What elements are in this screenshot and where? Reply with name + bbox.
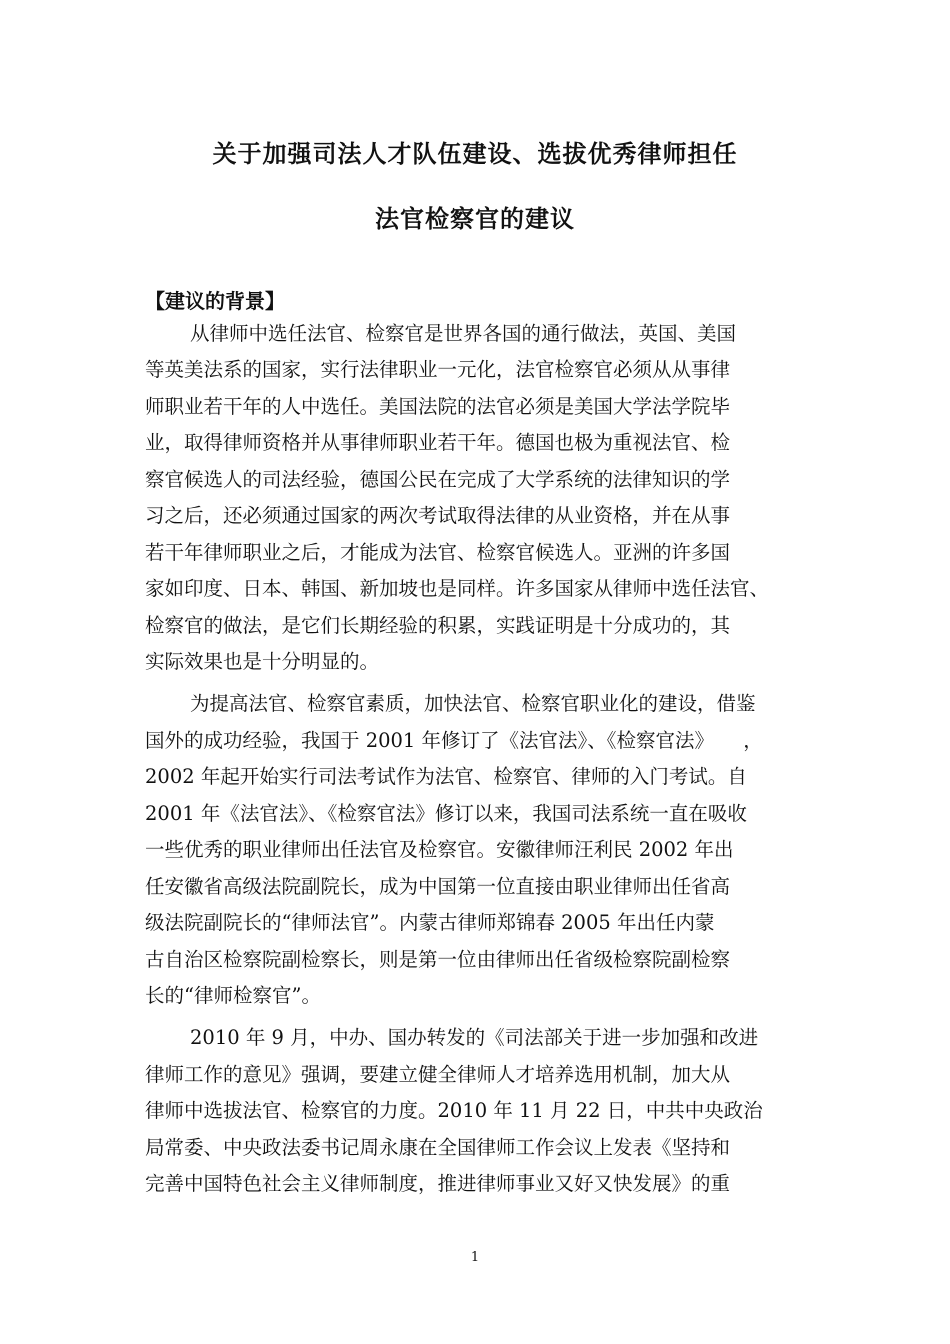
paragraph-line: 局常委、中央政法委书记周永康在全国律师工作会议上发表《坚持和 <box>145 1136 731 1159</box>
paragraph-line: 国外的成功经验，我国于 2001 年修订了《法官法》、《检察官法》 ， <box>145 729 763 752</box>
paragraph-line: 2001 年《法官法》、《检察官法》修订以来，我国司法系统一直在吸收 <box>145 802 747 825</box>
section-heading: 【建议的背景】 <box>145 289 285 313</box>
document-title-line-1: 关于加强司法人才队伍建设、选拔优秀律师担任 <box>212 140 738 168</box>
paragraph-line: 等英美法系的国家，实行法律职业一元化，法官检察官必须从从事律 <box>145 358 731 381</box>
paragraph-line: 实际效果也是十分明显的。 <box>145 650 380 673</box>
paragraph-line: 若干年律师职业之后，才能成为法官、检察官候选人。亚洲的许多国 <box>145 541 731 564</box>
paragraph-line: 2010 年 9 月，中办、国办转发的《司法部关于进一步加强和改进 <box>190 1026 759 1049</box>
paragraph-line: 为提高法官、检察官素质，加快法官、检察官职业化的建设，借鉴 <box>190 692 756 715</box>
paragraph-line: 从律师中选任法官、检察官是世界各国的通行做法，英国、美国 <box>190 322 737 345</box>
paragraph-line: 家如印度、日本、韩国、新加坡也是同样。许多国家从律师中选任法官、 <box>145 577 770 600</box>
paragraph-line: 级法院副院长的“律师法官”。内蒙古律师郑锦春 2005 年出任内蒙 <box>145 911 715 934</box>
document-title-line-2: 法官检察官的建议 <box>375 205 575 233</box>
paragraph-line: 习之后，还必须通过国家的两次考试取得法律的从业资格，并在从事 <box>145 504 731 527</box>
paragraph-line: 师职业若干年的人中选任。美国法院的法官必须是美国大学法学院毕 <box>145 395 731 418</box>
paragraph-line: 古自治区检察院副检察长，则是第一位由律师出任省级检察院副检察 <box>145 948 731 971</box>
paragraph-line: 完善中国特色社会主义律师制度，推进律师事业又好又快发展》的重 <box>145 1172 731 1195</box>
paragraph-line: 律师中选拔法官、检察官的力度。2010 年 11 月 22 日，中共中央政治 <box>145 1099 763 1122</box>
page-number: 1 <box>470 1250 480 1265</box>
paragraph-line: 检察官的做法，是它们长期经验的积累，实践证明是十分成功的，其 <box>145 614 731 637</box>
paragraph-line: 律师工作的意见》强调，要建立健全律师人才培养选用机制，加大从 <box>145 1063 731 1086</box>
paragraph-line: 长的“律师检察官”。 <box>145 984 321 1007</box>
paragraph-line: 一些优秀的职业律师出任法官及检察官。安徽律师汪利民 2002 年出 <box>145 838 734 861</box>
paragraph-line: 2002 年起开始实行司法考试作为法官、检察官、律师的入门考试。自 <box>145 765 747 788</box>
paragraph-line: 察官候选人的司法经验，德国公民在完成了大学系统的法律知识的学 <box>145 468 731 491</box>
paragraph-line: 任安徽省高级法院副院长，成为中国第一位直接由职业律师出任省高 <box>145 875 731 898</box>
paragraph-line: 业，取得律师资格并从事律师职业若干年。德国也极为重视法官、检 <box>145 431 731 454</box>
